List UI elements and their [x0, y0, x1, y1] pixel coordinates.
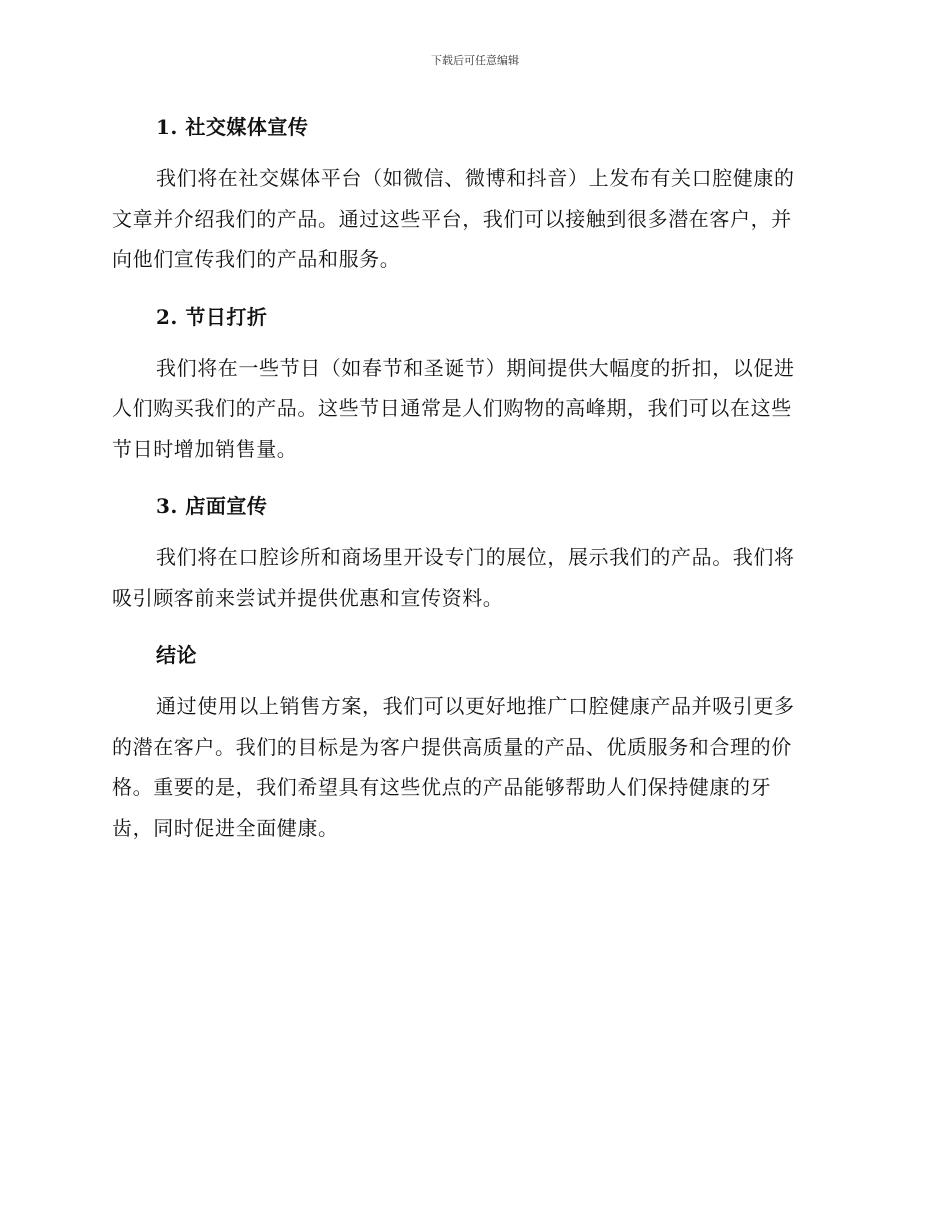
paragraph-line: 的潜在客户。我们的目标是为客户提供高质量的产品、优质服务和合理的价 — [112, 734, 792, 759]
paragraph-line: 吸引顾客前来尝试并提供优惠和宣传资料。 — [112, 585, 504, 610]
paragraph-line: 通过使用以上销售方案，我们可以更好地推广口腔健康产品并吸引更多 — [156, 694, 795, 718]
section-storefront-promotion — [112, 491, 832, 618]
paragraph-line: 我们将在社交媒体平台（如微信、微博和抖音）上发布有关口腔健康的 — [156, 166, 795, 190]
paragraph-line: 人们购买我们的产品。这些节日通常是人们购物的高峰期，我们可以在这些 — [112, 396, 792, 420]
section-holiday-discount — [112, 302, 832, 470]
section-paragraph — [112, 537, 832, 618]
section-heading: 2. 节日打折 — [156, 304, 268, 329]
paragraph-line: 文章并介绍我们的产品。通过这些平台，我们可以接触到很多潜在客户，并 — [112, 206, 792, 231]
page-header-note: 下载后可任意编辑 — [431, 54, 519, 67]
paragraph-line: 我们将在口腔诊所和商场里开设专门的展位，展示我们的产品。我们将 — [156, 545, 795, 569]
section-heading: 1. 社交媒体宣传 — [156, 115, 309, 139]
section-heading: 3. 店面宣传 — [156, 494, 268, 518]
paragraph-line: 向他们宣传我们的产品和服务。 — [112, 247, 401, 271]
section-conclusion — [112, 640, 832, 848]
paragraph-line: 齿，同时促进全面健康。 — [112, 815, 339, 840]
section-paragraph — [112, 348, 832, 470]
section-paragraph — [112, 158, 832, 280]
section-paragraph — [112, 686, 832, 848]
paragraph-line: 节日时增加销售量。 — [112, 436, 298, 461]
document-body — [112, 112, 832, 870]
section-social-media — [112, 112, 832, 280]
paragraph-line: 我们将在一些节日（如春节和圣诞节）期间提供大幅度的折扣，以促进 — [156, 355, 795, 380]
section-heading: 结论 — [156, 643, 197, 667]
paragraph-line: 格。重要的是，我们希望具有这些优点的产品能够帮助人们保持健康的牙 — [112, 775, 772, 799]
